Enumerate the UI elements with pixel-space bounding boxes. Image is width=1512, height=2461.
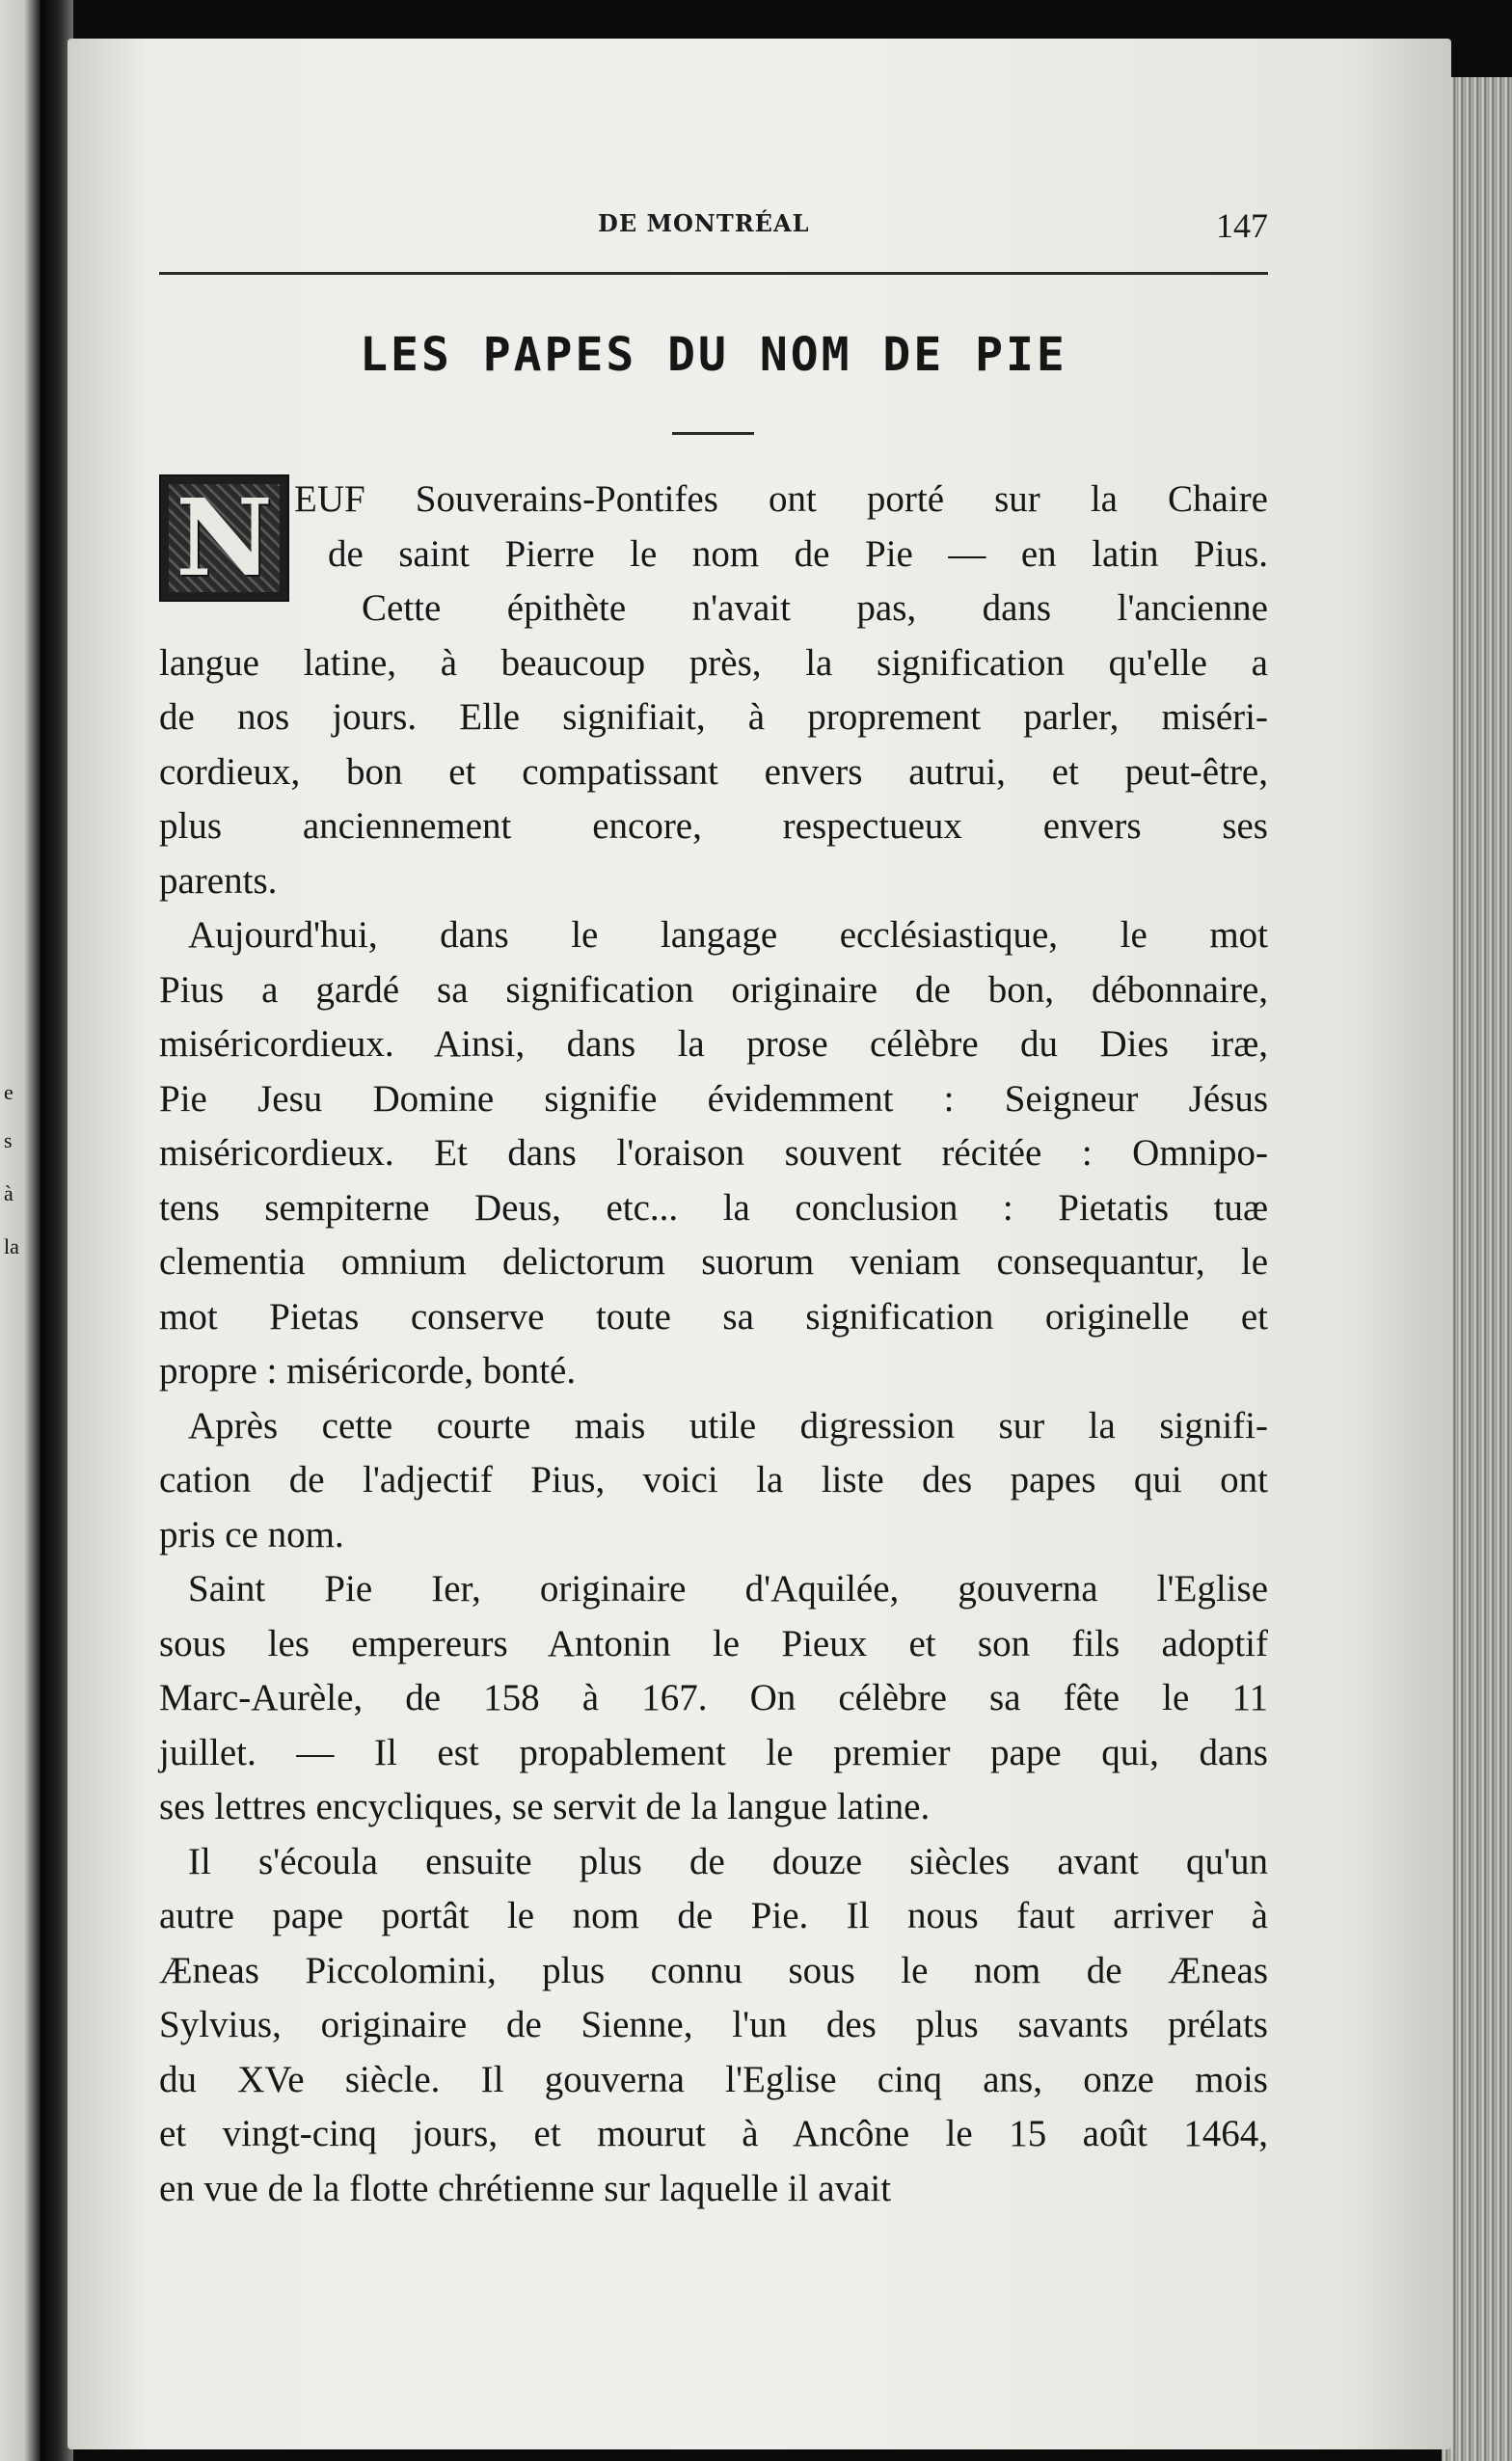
header-rule bbox=[159, 272, 1268, 275]
text-line: clementia omnium delictorum suorum veniam consequantur, le bbox=[159, 1241, 1268, 1283]
text-line: parents. bbox=[159, 859, 278, 902]
text-line: cation de l'adjectif Pius, voici la liste des papes qui ont bbox=[159, 1459, 1268, 1501]
text-line: et vingt-cinq jours, et mourut à Ancône le 15 août 1464, bbox=[159, 2113, 1268, 2154]
margin-fragment: la bbox=[4, 1234, 19, 1258]
margin-fragment: à bbox=[4, 1181, 14, 1205]
page-stack-edge bbox=[1442, 77, 1512, 2461]
text-line: autre pape portât le nom de Pie. Il nous faut arriver à bbox=[159, 1895, 1268, 1936]
text-line: du XVe siècle. Il gouverna l'Eglise cinq ans, onze mois bbox=[159, 2058, 1268, 2100]
text-line: Pie Jesu Domine signifie évidemment : Seigneur Jésus bbox=[159, 1077, 1268, 1120]
text-line: Cette épithète n'avait pas, dans l'ancienne bbox=[362, 587, 1268, 629]
text-line: juillet. — Il est propablement le premier pape qui, dans bbox=[159, 1731, 1268, 1773]
running-head: DE MONTRÉAL bbox=[598, 209, 810, 237]
text-line: en vue de la flotte chrétienne sur laquelle il avait bbox=[159, 2167, 892, 2209]
paragraph bbox=[159, 473, 1268, 908]
text-line: pris ce nom. bbox=[159, 1513, 344, 1555]
text-line: Æneas Piccolomini, plus connu sous le nom de Æneas bbox=[159, 1949, 1268, 1991]
text-line: Il s'écoula ensuite plus de douze siècles avant qu'un bbox=[188, 1840, 1268, 1882]
paragraph bbox=[159, 1835, 1268, 2217]
text-line: mot Pietas conserve toute sa signification originelle et bbox=[159, 1295, 1268, 1338]
page-header bbox=[159, 198, 1268, 256]
text-line: de saint Pierre le nom de Pie — en latin Pius. bbox=[328, 532, 1268, 575]
text-line: Aujourd'hui, dans le langage ecclésiastique, le mot bbox=[188, 914, 1268, 956]
dropcap-letter: N bbox=[176, 475, 273, 600]
text-line: sous les empereurs Antonin le Pieux et son fils adoptif bbox=[159, 1622, 1268, 1664]
top-shadow bbox=[0, 0, 1512, 39]
text-line: Marc-Aurèle, de 158 à 167. On célèbre sa fête le 11 bbox=[159, 1677, 1268, 1718]
chapter-title: LES PAPES DU NOM DE PIE bbox=[360, 328, 1067, 382]
text-line: EUF Souverains-Pontifes ont porté sur la Chaire bbox=[294, 478, 1268, 520]
text-line: plus anciennement encore, respectueux envers ses bbox=[159, 805, 1268, 847]
text-line: cordieux, bon et compatissant envers autrui, et peut-être, bbox=[159, 750, 1268, 793]
body-text bbox=[159, 473, 1268, 2216]
text-line: miséricordieux. Ainsi, dans la prose célèbre du Dies iræ, bbox=[159, 1023, 1268, 1065]
text-line: Saint Pie Ier, originaire d'Aquilée, gouverna l'Eglise bbox=[188, 1568, 1268, 1609]
paragraph bbox=[159, 908, 1268, 1399]
text-line: ses lettres encycliques, se servit de la langue latine. bbox=[159, 1786, 931, 1827]
text-line: Après cette courte mais utile digression sur la signifi- bbox=[188, 1404, 1268, 1447]
margin-fragment: e bbox=[4, 1080, 14, 1104]
text-line: propre : miséricorde, bonté. bbox=[159, 1350, 577, 1392]
paragraph bbox=[159, 1562, 1268, 1835]
margin-fragment: s bbox=[4, 1128, 13, 1152]
text-line: langue latine, à beaucoup près, la signification qu'elle a bbox=[159, 641, 1268, 684]
text-line: tens sempiterne Deus, etc... la conclusion : Pietatis tuæ bbox=[159, 1186, 1268, 1229]
text-line: de nos jours. Elle signifiait, à proprement parler, miséri- bbox=[159, 696, 1268, 738]
paragraph bbox=[159, 1399, 1268, 1563]
adjacent-page-edge bbox=[0, 0, 40, 2461]
title-rule bbox=[672, 432, 754, 435]
text-line: miséricordieux. Et dans l'oraison souvent récitée : Omnipo- bbox=[159, 1132, 1268, 1174]
text-line: Pius a gardé sa signification originaire de bon, débonnaire, bbox=[159, 968, 1268, 1011]
page-number: 147 bbox=[1216, 206, 1268, 245]
text-line: Sylvius, originaire de Sienne, l'un des plus savants prélats bbox=[159, 2004, 1268, 2045]
